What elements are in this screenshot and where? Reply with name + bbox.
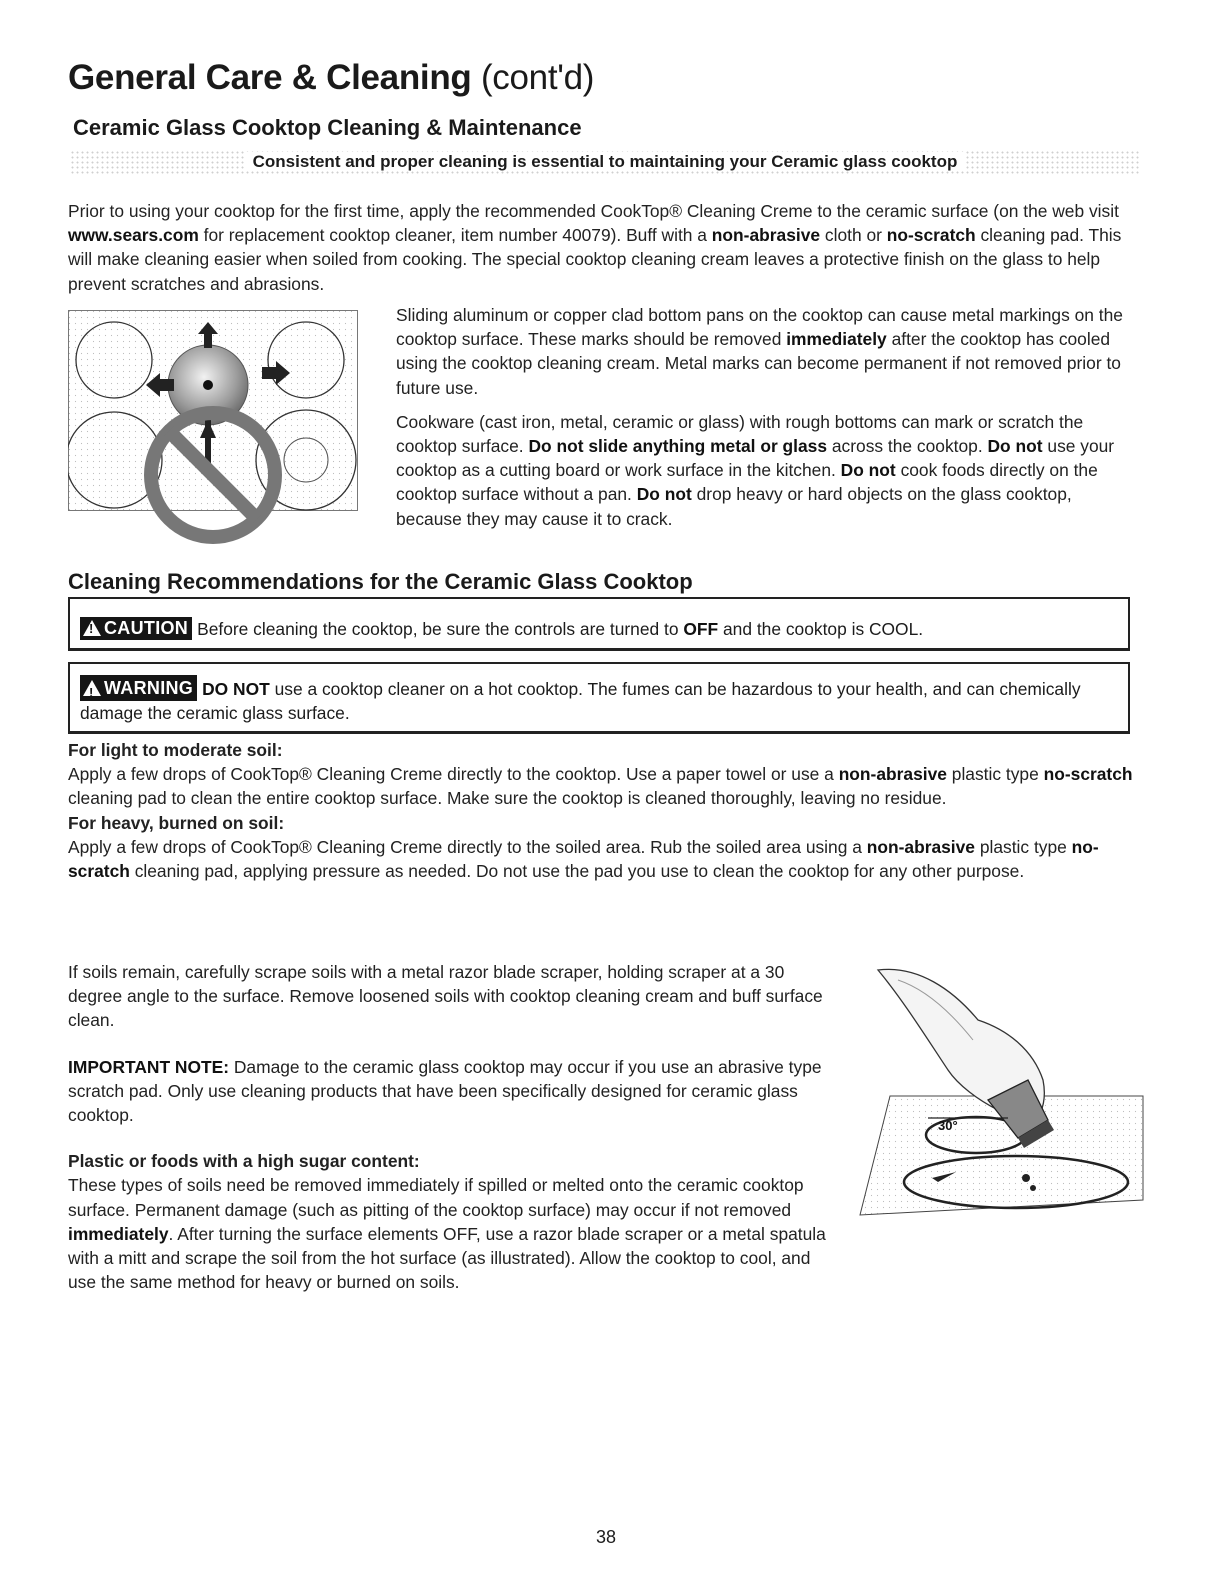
heavy-soil-heading: For heavy, burned on soil: xyxy=(68,812,285,833)
intro-paragraph: Prior to using your cooktop for the first time, apply the recommended CookTop® Cleaning Creme to the ceramic surface (on the web visit www.sears.com for replacement cooktop cleaner, item number 40079). Buff with a non-abrasive cloth or no-scratch cleaning pad. This will make cleaning easier when soiled from cooking. The special cooktop cleaning cream leaves a protective finish on the glass to help prevent scratches and abrasions. xyxy=(68,201,1122,294)
tip-banner-text: Consistent and proper cleaning is essential to maintaining your Ceramic glass cooktop xyxy=(245,152,966,171)
page-title-suffix: (cont'd) xyxy=(480,58,595,97)
no-sliding-pans-illustration xyxy=(68,310,360,546)
section-heading-ceramic-care: Ceramic Glass Cooktop Cleaning & Maintenance xyxy=(73,115,582,140)
cookware-warnings xyxy=(396,303,1141,531)
angle-label: 30° xyxy=(938,1118,958,1133)
warning-badge: !WARNING xyxy=(80,675,197,701)
web-link-text: www.sears.com xyxy=(68,225,199,246)
warning-triangle-icon xyxy=(83,620,101,636)
caution-badge: !CAUTION xyxy=(80,617,192,640)
scraping-instructions xyxy=(68,960,828,1294)
light-soil-heading: For light to moderate soil: xyxy=(68,740,283,760)
sugar-paragraph: These types of soils need be removed immediately if spilled or melted onto the ceramic cooktop surface. Permanent damage (such as pitting of the cooktop surface) may occur if not removed immediately. After turning the surface elements OFF, use a razor blade scraper or a metal spatula with a mitt and scrape the soil from the hot surface (as illustrated). Allow the cooktop to cool, and use the same method for heavy or burned on soils. xyxy=(68,1175,826,1293)
soil-instructions xyxy=(68,738,1143,883)
light-soil-paragraph: Apply a few drops of CookTop® Cleaning Creme directly to the cooktop. Use a paper towel or use a non-abrasive plastic type no-scratch cleaning pad to clean the entire cooktop surface. Make sure the cooktop is cleaned thoroughly, leaving no residue. xyxy=(68,764,1133,809)
heavy-soil-paragraph: Apply a few drops of CookTop® Cleaning Creme directly to the soiled area. Rub the soiled area using a non-abrasive plastic type no-scratch cleaning pad, applying pressure as needed. Do not use the pad you use to clean the cooktop for any other purpose. xyxy=(68,836,1099,882)
metal-marks-paragraph: Sliding aluminum or copper clad bottom pans on the cooktop can cause metal markings on the cooktop surface. These marks should be removed immediately after the cooktop has cooled using the cooktop cleaning cream. Metal marks can become permanent if not removed prior to future use. xyxy=(396,305,1123,398)
sugar-heading: Plastic or foods with a high sugar content: xyxy=(68,1151,420,1172)
section-heading-recommendations: Cleaning Recommendations for the Ceramic Glass Cooktop xyxy=(68,569,693,594)
tip-banner xyxy=(70,150,1140,174)
important-note-paragraph: IMPORTANT NOTE: Damage to the ceramic glass cooktop may occur if you use an abrasive type scratch pad. Only use cleaning products that have been specifically designed for ceramic glass cooktop. xyxy=(68,1056,822,1126)
page-number: 38 xyxy=(595,1527,617,1547)
warning-notice: !WARNING DO NOT use a cooktop cleaner on a hot cooktop. The fumes can be hazardous to your health, and can chemically damage the ceramic glass surface. xyxy=(68,662,1130,734)
scraper-illustration xyxy=(858,960,1148,1225)
page-title: General Care & Cleaning (cont'd) xyxy=(68,58,595,97)
cookware-paragraph: Cookware (cast iron, metal, ceramic or glass) with rough bottoms can mark or scratch the cooktop surface. Do not slide anything metal or glass across the cooktop. Do not use your cooktop as a cutting board or work surface in the kitchen. Do not cook foods directly on the cooktop surface without a pan. Do not drop heavy or hard objects on the glass cooktop, because they may cause it to crack. xyxy=(396,411,1115,529)
warning-triangle-icon xyxy=(83,680,101,696)
caution-notice: !CAUTION Before cleaning the cooktop, be sure the controls are turned to OFF and the cooktop is COOL. xyxy=(68,597,1130,651)
scrape-paragraph: If soils remain, carefully scrape soils with a metal razor blade scraper, holding scraper at a 30 degree angle to the surface. Remove loosened soils with cooktop cleaning cream and buff surface clean. xyxy=(68,962,823,1031)
